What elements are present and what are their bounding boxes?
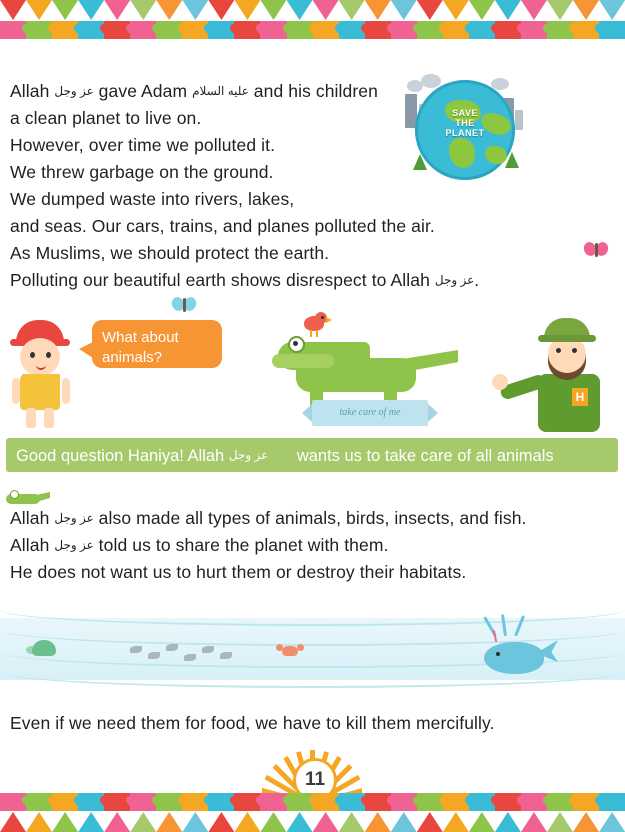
- butterfly-icon: [584, 240, 610, 260]
- arm-shape: [12, 378, 20, 404]
- honorific-symbol: عليه السلام: [192, 84, 249, 98]
- crocodile-icon: [272, 328, 462, 438]
- beak-shape: [326, 317, 332, 323]
- leg-shape: [26, 408, 36, 428]
- border-triangle: [469, 812, 495, 832]
- border-triangle: [391, 812, 417, 832]
- border-triangle: [234, 812, 260, 832]
- girl-character-icon: [8, 320, 74, 430]
- eye-shape: [321, 316, 324, 319]
- p1-line-3: However, over time we polluted it.: [10, 135, 276, 155]
- border-triangle: [208, 0, 234, 20]
- speech-bubble: [92, 320, 222, 368]
- crocodile-banner: take care of me: [312, 400, 428, 426]
- body-shape: [484, 642, 544, 674]
- eye-shape: [46, 352, 51, 358]
- pupil-shape: [293, 341, 298, 346]
- border-triangle: [339, 812, 365, 832]
- p1-line-8: Polluting our beautiful earth shows disrespect to Allah عز وجل.: [10, 270, 480, 290]
- arm-shape: [62, 378, 70, 404]
- border-triangle: [547, 0, 573, 20]
- honorific-symbol: عز وجل: [54, 538, 94, 552]
- p1-line-1: Allah عز وجل gave Adam عليه السلام and his children: [10, 81, 378, 101]
- green-banner-after: wants us to take care of all animals: [292, 447, 554, 465]
- face-shape: [20, 338, 60, 376]
- p2-line-3: He does not want us to hurt them or destroy their habitats.: [10, 562, 467, 582]
- paragraph-animals: [10, 505, 610, 586]
- border-triangle: [495, 812, 521, 832]
- border-triangle: [287, 0, 313, 20]
- border-triangle: [208, 812, 234, 832]
- hand-shape: [492, 374, 508, 390]
- eye-shape: [572, 348, 577, 353]
- water-illustration: [0, 600, 625, 700]
- border-triangle: [573, 812, 599, 832]
- border-triangle: [599, 812, 625, 832]
- honorific-symbol: عز وجل: [434, 273, 475, 287]
- border-triangle: [469, 0, 495, 20]
- fish-icon: [220, 652, 232, 659]
- border-triangle: [182, 0, 208, 20]
- landmass-shape: [485, 146, 507, 164]
- shell-shape: [32, 640, 56, 656]
- page-number: 11: [293, 758, 337, 802]
- green-answer-banner: [6, 438, 618, 472]
- smoke-cloud-icon: [421, 74, 441, 88]
- fish-icon: [202, 646, 214, 653]
- border-triangle: [78, 812, 104, 832]
- whale-icon: [484, 634, 558, 678]
- border-triangle: [521, 812, 547, 832]
- crab-icon: [278, 642, 302, 658]
- border-triangle: [547, 812, 573, 832]
- claw-shape: [297, 644, 304, 651]
- water-spray-icon: [486, 606, 526, 636]
- border-heart: [599, 21, 625, 39]
- border-triangle: [365, 0, 391, 20]
- fish-icon: [184, 654, 196, 661]
- bottom-border-decoration: [0, 792, 625, 832]
- eye-shape: [10, 490, 19, 499]
- top-border-decoration: [0, 0, 625, 40]
- border-triangle: [417, 0, 443, 20]
- border-triangle: [156, 0, 182, 20]
- p1-line-5: We dumped waste into rivers, lakes,: [10, 189, 295, 209]
- cap-brim-shape: [538, 335, 596, 342]
- border-triangle: [417, 812, 443, 832]
- border-triangle: [521, 0, 547, 20]
- honorific-symbol: عز وجل: [54, 511, 94, 525]
- border-triangle: [26, 0, 52, 20]
- torso-shape: [538, 374, 600, 432]
- globe-label-line3: PLANET: [445, 128, 485, 138]
- badge-letter: H: [572, 388, 588, 406]
- globe-label-line1: SAVE: [452, 108, 478, 118]
- border-triangle: [130, 0, 156, 20]
- honorific-symbol: عز وجل: [228, 448, 269, 462]
- p3-line-1: Even if we need them for food, we have to kill them mercifully.: [10, 713, 495, 733]
- leg-shape: [44, 408, 54, 428]
- border-triangle: [234, 0, 260, 20]
- building-shape: [515, 110, 523, 130]
- border-triangle: [156, 812, 182, 832]
- globe-label: [429, 108, 501, 138]
- border-triangle: [182, 812, 208, 832]
- speech-bubble-line1: What about: [102, 329, 179, 346]
- globe-icon: [395, 72, 535, 192]
- p2-line-2: Allah عز وجل told us to share the planet with them.: [10, 535, 389, 555]
- p1-line-4: We threw garbage on the ground.: [10, 162, 274, 182]
- border-triangle: [313, 0, 339, 20]
- eye-shape: [496, 652, 500, 656]
- honorific-symbol: عز وجل: [54, 84, 94, 98]
- border-triangle: [495, 0, 521, 20]
- body-shape: [595, 243, 598, 257]
- strap-shape: [54, 374, 60, 388]
- butterfly-icon: [172, 295, 198, 315]
- border-triangle: [26, 812, 52, 832]
- p1-line-6: and seas. Our cars, trains, and planes polluted the air.: [10, 216, 435, 236]
- p2-line-1: Allah عز وجل also made all types of animals, birds, insects, and fish.: [10, 508, 527, 528]
- border-triangle: [260, 0, 286, 20]
- strap-shape: [22, 374, 28, 388]
- body-shape: [282, 646, 298, 656]
- border-triangle: [287, 812, 313, 832]
- border-triangle: [365, 812, 391, 832]
- landmass-shape: [449, 138, 475, 168]
- fish-icon: [130, 646, 142, 653]
- body-shape: [183, 298, 186, 312]
- border-triangle: [78, 0, 104, 20]
- border-triangle: [443, 812, 469, 832]
- border-triangle: [0, 0, 26, 20]
- border-triangle: [443, 0, 469, 20]
- paragraph-mercy: [10, 710, 610, 737]
- illustration-scene: [0, 300, 625, 500]
- speech-bubble-line2: animals?: [102, 349, 163, 366]
- border-triangle: [104, 0, 130, 20]
- eye-shape: [30, 352, 35, 358]
- border-triangle: [104, 812, 130, 832]
- snout-shape: [272, 354, 334, 368]
- border-triangle: [391, 0, 417, 20]
- eye-shape: [556, 348, 561, 353]
- border-triangle: [0, 812, 26, 832]
- p1-line-7: As Muslims, we should protect the earth.: [10, 243, 330, 263]
- border-triangle: [339, 0, 365, 20]
- green-banner-before: Good question Haniya! Allah: [16, 447, 229, 465]
- fish-icon: [166, 644, 178, 651]
- border-triangle: [52, 0, 78, 20]
- p1-line-2: a clean planet to live on.: [10, 108, 202, 128]
- border-triangle: [573, 0, 599, 20]
- man-character-icon: [528, 318, 625, 448]
- border-triangle: [130, 812, 156, 832]
- border-triangle: [52, 812, 78, 832]
- spray-line: [501, 614, 507, 636]
- border-triangle: [599, 0, 625, 20]
- border-triangle: [313, 812, 339, 832]
- border-heart: [599, 793, 625, 811]
- turtle-icon: [26, 638, 60, 660]
- border-triangle: [260, 812, 286, 832]
- globe-label-line2: THE: [455, 118, 475, 128]
- fish-icon: [148, 652, 160, 659]
